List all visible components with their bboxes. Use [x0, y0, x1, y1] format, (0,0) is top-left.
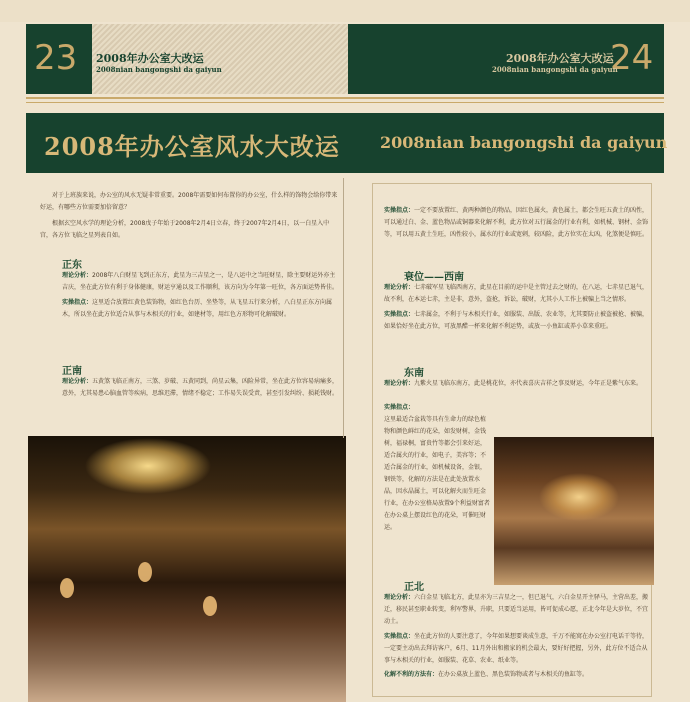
right-header-subtitle: 2008nian bangongshi da gaiyun: [492, 65, 618, 74]
top-practice-text: 一定不要放置红、黄两种颜色的物品，因红色属火，黄色属土，都会生旺五黄土的凶性，可以通过白、金、蓝色物品或铜器来化解不利，此方位对五行属金的行业有利，如机械、钢材、金饰等，可以用五黄土生旺，凶性较小，属水的行业或宽刺，较凶险，此方位实在太凶，化煞便是慎旺。: [384, 207, 649, 238]
zhengdong-practice-text: 这里适合放置红黄色装饰物，如红色台历、坐垫等，从飞星五行来分析，八白星正东方向属木，所以坐在此方位适合从事与木相关的行业，如建材等，用红色方形物可化解破财。: [62, 299, 333, 318]
right-header-title: 2008年办公室大改运: [506, 52, 614, 65]
label-practice: 实操指点：: [384, 404, 415, 411]
lobby-photo: [28, 436, 346, 702]
label-theory: 理论分析：: [384, 284, 415, 291]
header-rule-thin: [26, 102, 664, 103]
right-top-practice: [384, 205, 652, 241]
shuaiwei-practice-text: 七赤属金，不利于与木相关行业，如服装、出版、农业等，尤其要防止被盗被抢、被骗，如果恰好坐在此方位，可放黑醋一杯来化解不利运势，或放一小鱼缸或养小草来重旺。: [384, 311, 649, 330]
column-divider: [343, 178, 344, 438]
section-dongnan-practice: [384, 414, 490, 564]
shuaiwei-theory-text: 七赤破军星飞临西南方，此星在目前的运中是主管过去之财的，在八运，七赤星已退气，故不利，在本运七赤，主是非，意外，盗抢，诉讼，破财，尤其小人工作上被骗上当之情形。: [384, 284, 649, 303]
left-header-title: 2008年办公室大改运: [96, 52, 204, 65]
dongnan-practice-text: 这里最适合盆栽等具有生命力的绿色植物和颜色鲜红的花朵，如发财树，金钱树，福禄桐，富贵竹等都会引来好运，适合属火的行业，如电子，美容等；不适合属金的行业，如机械设备，金银，钢铁等，化解的方法是在此处放置水晶，因水晶属土，可以化解火而生旺金行业，在办公室格局放置9个利益财富者在办公桌上摆设红色的花朵，可催旺财运。: [384, 416, 490, 531]
label-practice: 实操指点：: [384, 207, 415, 214]
right-page-number: 24: [610, 38, 654, 78]
section-dongnan-practice-top: [384, 402, 652, 414]
label-practice: 实操指点：: [62, 299, 93, 306]
interior-photo: [494, 437, 654, 585]
intro-paragraph-2: 根据玄空风水学的理论分析，2008戊子年始于2008年2月4日立春，终于2007年2月4日，以一白星入中宫，各方位飞临之星列表自如。: [40, 220, 330, 239]
section-heading-dongnan: 东南: [404, 368, 424, 379]
left-page-number: 23: [34, 38, 78, 78]
left-intro: [40, 190, 338, 246]
intro-paragraph-1: 对于上班族来说，办公室的风水无疑非常重要。2008年需要如何布置你的办公室，什么样的饰物会给你带来好运，有哪些方位需要加倍留意？: [40, 192, 338, 211]
banner-title-en: 2008nian bangongshi da gaiyun: [380, 133, 668, 152]
section-zhengbei: [384, 592, 652, 681]
label-practice: 实操指点：: [384, 311, 415, 318]
label-theory: 理论分析：: [384, 380, 415, 387]
label-theory: 理论分析：: [384, 594, 415, 601]
top-band: [0, 0, 690, 22]
left-header-subtitle: 2008nian bangongshi da gaiyun: [96, 65, 222, 74]
zhengbei-practice-text: 坐在此方位的人要注意了，今年如果想要谈成生意，千万不能窝在办公室打电话干等待，一定要主动出去拜访客户，6月、11月外出和搬家的机会最大，要好好把握，另外，此方位不适合从事与木相关的行业，如服装、花草、农业、纸业等。: [384, 633, 649, 664]
zhengbei-theory-text: 六白金星飞临北方，此星亦为三吉星之一，但已退气，六白金星开主驿马，主营出差，搬迁，移民甚至职业转变，利军警界，升职，只要适当运用，皆可促成心愿，正北今年是大岁位，不宜动土。: [384, 594, 649, 625]
section-heading-zhengbei: 正北: [404, 582, 424, 593]
section-zhengdong: [62, 270, 340, 321]
section-shuaiwei: [384, 282, 652, 333]
label-theory: 理论分析：: [62, 378, 93, 385]
label-theory: 理论分析：: [62, 272, 93, 279]
section-heading-zhengdong: 正东: [62, 260, 82, 271]
section-dongnan-theory: [384, 378, 652, 390]
section-heading-zhengnan: 正南: [62, 366, 82, 377]
zhengbei-remedy-text: 在办公桌放上蓝色、黑色装饰物或者与木相关的鱼缸等。: [438, 671, 589, 678]
lantern: [138, 562, 152, 582]
section-zhengnan: [62, 376, 340, 400]
label-remedy: 化解不利的方法有：: [384, 671, 439, 678]
section-heading-shuaiwei: 衰位——西南: [404, 272, 464, 283]
lantern: [60, 578, 74, 598]
header-rule: [26, 97, 664, 99]
label-practice: 实操指点：: [384, 633, 415, 640]
zhengnan-theory-text: 五黄煞飞临正南方，三煞、岁破、五黄同到，尚星云集，凶险异常，坐在此方位容易病痛多，意外，尤其易患心脑血管等疾病，思维迟滞，情绪不稳定；工作易失误受责，甚至引发纠纷、损耗钱财。: [62, 378, 339, 397]
banner-title-cn: 2008年办公室风水大改运: [44, 132, 340, 161]
lantern: [203, 596, 217, 616]
dongnan-theory-text: 九紫火星飞临东南方，此是桃花位，亦代表喜庆吉祥之事及财运，今年正是紫气东来。: [414, 380, 643, 387]
zhengdong-theory-text: 2008年八白财星飞到正东方，此星为三吉星之一，是八运中之当旺财星，除主要财运外亦主吉庆，坐在此方位有利于身体健康，财运亨通以及工作顺利，该方向为今年第一旺位，各方面运势皆佳。: [62, 272, 339, 291]
